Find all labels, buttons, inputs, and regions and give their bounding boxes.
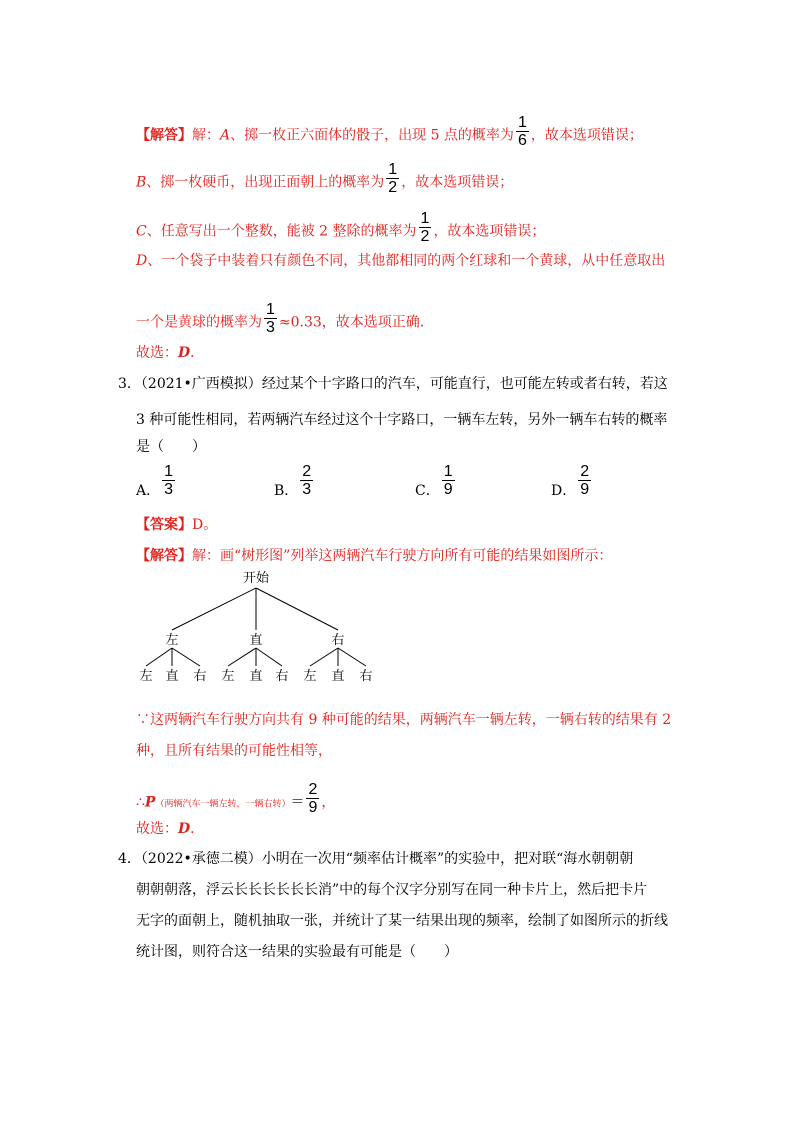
question-text: 经过某个十字路口的汽车，可能直行，也可能左转或者右转，若这 [261, 376, 668, 392]
tree-node: 直 [249, 632, 263, 647]
probability-symbol: P [144, 794, 156, 811]
because-line-2 [136, 741, 332, 761]
question-text: 无字的面朝上，随机抽取一张，并统计了某一结果出现的频率，绘制了如图所示的折线 [136, 913, 668, 929]
numerator: 2 [302, 463, 312, 480]
option-d [551, 463, 593, 498]
fraction [264, 301, 277, 336]
question-text: 是（ ） [136, 439, 206, 455]
tree-leaf: 左 [303, 668, 317, 683]
question-3-stem-3 [136, 437, 206, 457]
question-source: （2021•广西模拟） [140, 376, 262, 392]
denominator: 2 [420, 228, 430, 245]
fraction [578, 463, 591, 498]
question-4-stem-2 [136, 880, 647, 900]
question-3-stem-1 [118, 374, 668, 394]
fraction [442, 463, 455, 498]
question-number: 3． [118, 376, 141, 392]
question-text: 统计图，则符合这一结果的实验最有可能是（ ） [136, 944, 458, 960]
option-letter: B [136, 174, 147, 191]
answer-value: D。 [192, 517, 218, 533]
tree-diagram [130, 566, 390, 686]
solution-tail: ，故本选项错误； [433, 223, 546, 240]
tree-leaf: 右 [275, 668, 289, 683]
option-letter: A [220, 127, 231, 144]
answer-tag: 【答案】 [136, 517, 192, 533]
solution-text: 、一个袋子中装着只有颜色不同，其他都相同的两个红球和一个黄球，从中任意取出 [147, 253, 666, 269]
fraction [306, 781, 319, 816]
tree-node: 左 [165, 632, 179, 647]
numerator: 1 [164, 463, 174, 480]
option-c [415, 463, 457, 498]
solution-tag: 【解答】 [136, 127, 192, 144]
choose-line [136, 819, 204, 839]
option-a [136, 463, 177, 498]
choose-line [136, 343, 204, 363]
tree-leaf: 右 [193, 668, 207, 683]
question-text: 小明在一次用“频率估计概率”的实验中，把对联“海水朝朝朝 [261, 851, 634, 867]
fraction [386, 161, 399, 196]
numerator: 2 [308, 781, 318, 798]
tree-leaf: 直 [331, 668, 345, 683]
solution-a-line [136, 114, 643, 153]
fraction [162, 463, 175, 498]
denominator: 3 [302, 481, 312, 498]
solution-d2-line [136, 301, 434, 340]
solution-d-line [136, 251, 665, 271]
option-label: D． [551, 482, 577, 499]
denominator: 9 [443, 481, 453, 498]
tree-root: 开始 [242, 570, 270, 585]
probability-line [136, 781, 336, 820]
solution-tail: ， [321, 794, 336, 811]
denominator: 9 [308, 799, 318, 816]
equals-sign: ＝ [290, 794, 305, 811]
denominator: 3 [266, 319, 275, 336]
question-4-stem-4 [136, 942, 458, 962]
option-label: B． [274, 482, 299, 499]
solution-b-line [136, 161, 514, 200]
tree-leaf: 左 [139, 668, 153, 683]
question-4-stem-3 [136, 911, 668, 931]
solution-text: 解：画“树形图”列举这两辆汽车行驶方向所有可能的结果如图所示： [192, 548, 613, 564]
choose-end: ． [190, 821, 205, 837]
fraction [419, 210, 432, 245]
solution-tag: 【解答】 [136, 548, 192, 564]
numerator: 1 [443, 463, 453, 480]
option-label: A． [136, 482, 161, 499]
tree-node: 右 [331, 632, 345, 647]
solution-tail: ，故本选项错误； [401, 174, 514, 191]
because-line-1 [136, 710, 671, 730]
tree-leaf: 直 [165, 668, 179, 683]
denominator: 3 [164, 481, 174, 498]
tree-leaf: 直 [249, 668, 263, 683]
choose-label: 故选： [136, 821, 178, 837]
denominator: 2 [388, 179, 398, 196]
numerator: 1 [420, 210, 430, 227]
solution-c-line [136, 210, 546, 249]
therefore-symbol: ∴ [136, 794, 145, 811]
solution-text: ∵这两辆汽车行驶方向共有 9 种可能的结果，两辆汽车一辆左转，一辆右转的结果有 2 [136, 712, 672, 728]
option-letter: C [136, 223, 147, 240]
question-text: 3 种可能性相同，若两辆汽车经过这个十字路口，一辆车左转，另外一辆车右转的概率 [136, 412, 668, 428]
choose-end: ． [190, 345, 205, 361]
answer-line [136, 515, 217, 535]
question-source: （2022•承德二模） [140, 851, 262, 867]
denominator: 9 [580, 481, 590, 498]
solution-text: 、掷一枚正六面体的骰子，出现 5 点的概率为 [230, 127, 514, 144]
numerator: 1 [517, 114, 527, 131]
choose-answer: D [178, 345, 191, 361]
question-3-stem-2 [136, 410, 667, 430]
probability-subscript: （两辆汽车一辆左转，一辆右转） [155, 799, 291, 810]
solution-tail: ，故本选项错误； [530, 127, 643, 144]
solution-line [136, 546, 612, 566]
fraction [300, 463, 313, 498]
solution-text: 种，且所有结果的可能性相等， [136, 743, 332, 759]
numerator: 1 [388, 161, 398, 178]
option-letter: D [136, 253, 148, 269]
question-4-stem-1 [118, 849, 633, 869]
denominator: 6 [517, 132, 527, 149]
fraction [516, 114, 529, 149]
solution-text: 一个是黄球的概率为 [136, 314, 262, 331]
question-text: 朝朝朝落，浮云长长长长长长消”中的每个汉字分别写在同一种卡片上，然后把卡片 [136, 882, 648, 898]
solution-text: 、任意写出一个整数，能被 2 整除的概率为 [146, 223, 417, 240]
solution-text: 、掷一枚硬币，出现正面朝上的概率为 [146, 174, 385, 191]
choose-label: 故选： [136, 345, 178, 361]
choose-answer: D [178, 821, 191, 837]
numerator: 1 [266, 301, 275, 318]
option-b [274, 463, 315, 498]
question-number: 4． [118, 851, 141, 867]
solution-tail: ≈0.33，故本选项正确． [278, 314, 434, 331]
tree-leaf: 右 [359, 668, 373, 683]
tree-leaf: 左 [221, 668, 235, 683]
numerator: 2 [580, 463, 590, 480]
option-label: C． [415, 482, 440, 499]
solution-prefix: 解： [192, 127, 220, 144]
